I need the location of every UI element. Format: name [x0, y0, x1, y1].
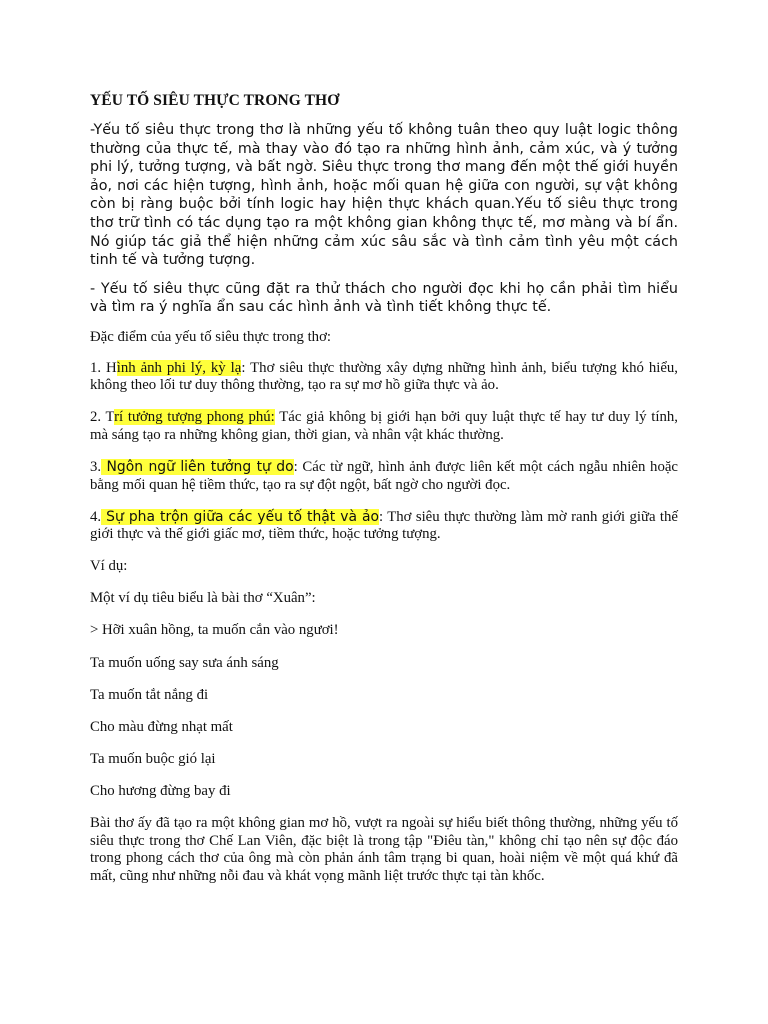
feature-number: 1. H [90, 359, 117, 376]
poem-line: Cho hương đừng bay đi [90, 782, 231, 799]
feature-text: : Các từ ngữ, hình ảnh được liên kết một cách ngẫu nhiên hoặc bằng mối quan hệ tiềm thức, tạo ra sự đột ngột, bất ngờ cho người đọc. [90, 458, 678, 493]
document-title: YẾU TỐ SIÊU THỰC TRONG THƠ [90, 92, 340, 109]
feature-highlight: Ngôn ngữ liên tưởng tự do [101, 458, 294, 475]
conclusion-paragraph: Bài thơ ấy đã tạo ra một không gian mơ hồ, vượt ra ngoài sự hiểu biết thông thường, những yếu tố siêu thực trong thơ Chế Lan Viên, đặc biệt là trong tập "Điêu tàn," không chỉ tạo nên sự độc đáo trong phong cách thơ của ông mà còn phản ánh tâm trạng bi quan, hoài niệm về một quá khứ đã mất, cũng như những nỗi đau và khát vọng mãnh liệt trước thực tại tàn khốc. [90, 815, 678, 884]
poem-line: > Hỡi xuân hồng, ta muốn cắn vào ngươi! [90, 622, 339, 639]
example-label: Ví dụ: [90, 558, 128, 575]
intro-paragraph-2: - Yếu tố siêu thực cũng đặt ra thử thách cho người đọc khi họ cần phải tìm hiểu và tìm ra ý nghĩa ẩn sau các hình ảnh và tình tiết không thực tế. [90, 280, 678, 316]
poem-line: Cho màu đừng nhạt mất [90, 718, 233, 735]
feature-text: : Thơ siêu thực thường xây dựng những hình ảnh, biểu tượng khó hiểu, không theo lối tư duy thông thường, tạo ra sự mơ hồ giữa thực và ảo. [90, 359, 678, 394]
feature-highlight: rí tưởng tượng phong phú: [114, 409, 275, 426]
feature-highlight: ình ảnh phi lý, kỳ lạ [116, 359, 242, 376]
example-intro: Một ví dụ tiêu biểu là bài thơ “Xuân”: [90, 590, 316, 607]
feature-number: 4. [90, 508, 102, 525]
poem-line: Ta muốn tắt nắng đi [90, 686, 209, 703]
feature-item-3 [90, 459, 678, 494]
feature-item-4 [90, 509, 678, 544]
feature-text: Tác giả không bị giới hạn bởi quy luật thực tế hay tư duy lý tính, mà sáng tạo ra những không gian, thời gian, và nhân vật khác thường. [90, 409, 678, 443]
features-heading: Đặc điểm của yếu tố siêu thực trong thơ: [90, 328, 332, 345]
poem-line: Ta muốn uống say sưa ánh sáng [90, 654, 279, 671]
feature-text: : Thơ siêu thực thường làm mờ ranh giới giữa thế giới thực và thế giới giấc mơ, tiềm thức, hoặc tưởng tượng. [90, 508, 678, 543]
feature-item-2 [90, 409, 678, 444]
intro-paragraph-1: -Yếu tố siêu thực trong thơ là những yếu tố không tuân theo quy luật logic thông thường của thực tế, mà thay vào đó tạo ra những hình ảnh, cảm xúc, và ý tưởng phi lý, tưởng tượng, và bất ngờ. Siêu thực trong thơ mang đến một thế giới huyền ảo, nơi các hiện tượng, hình ảnh, hoặc mối quan hệ giữa con người, sự vật không còn bị ràng buộc bởi tính logic hay hiện thực khách quan.Yếu tố siêu thực trong thơ trữ tình có tác dụng tạo ra một không gian không thực tế, mơ màng và bí ẩn. Nó giúp tác giả thể hiện những cảm xúc sâu sắc và tình cảm tình yêu một cách tinh tế và tưởng tượng. [90, 122, 678, 269]
feature-highlight: Sự pha trộn giữa các yếu tố thật và ảo [101, 508, 380, 525]
feature-number: 3. [90, 458, 102, 475]
feature-number: 2. T [90, 409, 115, 426]
poem-line: Ta muốn buộc gió lại [90, 750, 216, 767]
document-page [90, 92, 678, 900]
feature-item-1 [90, 360, 678, 395]
